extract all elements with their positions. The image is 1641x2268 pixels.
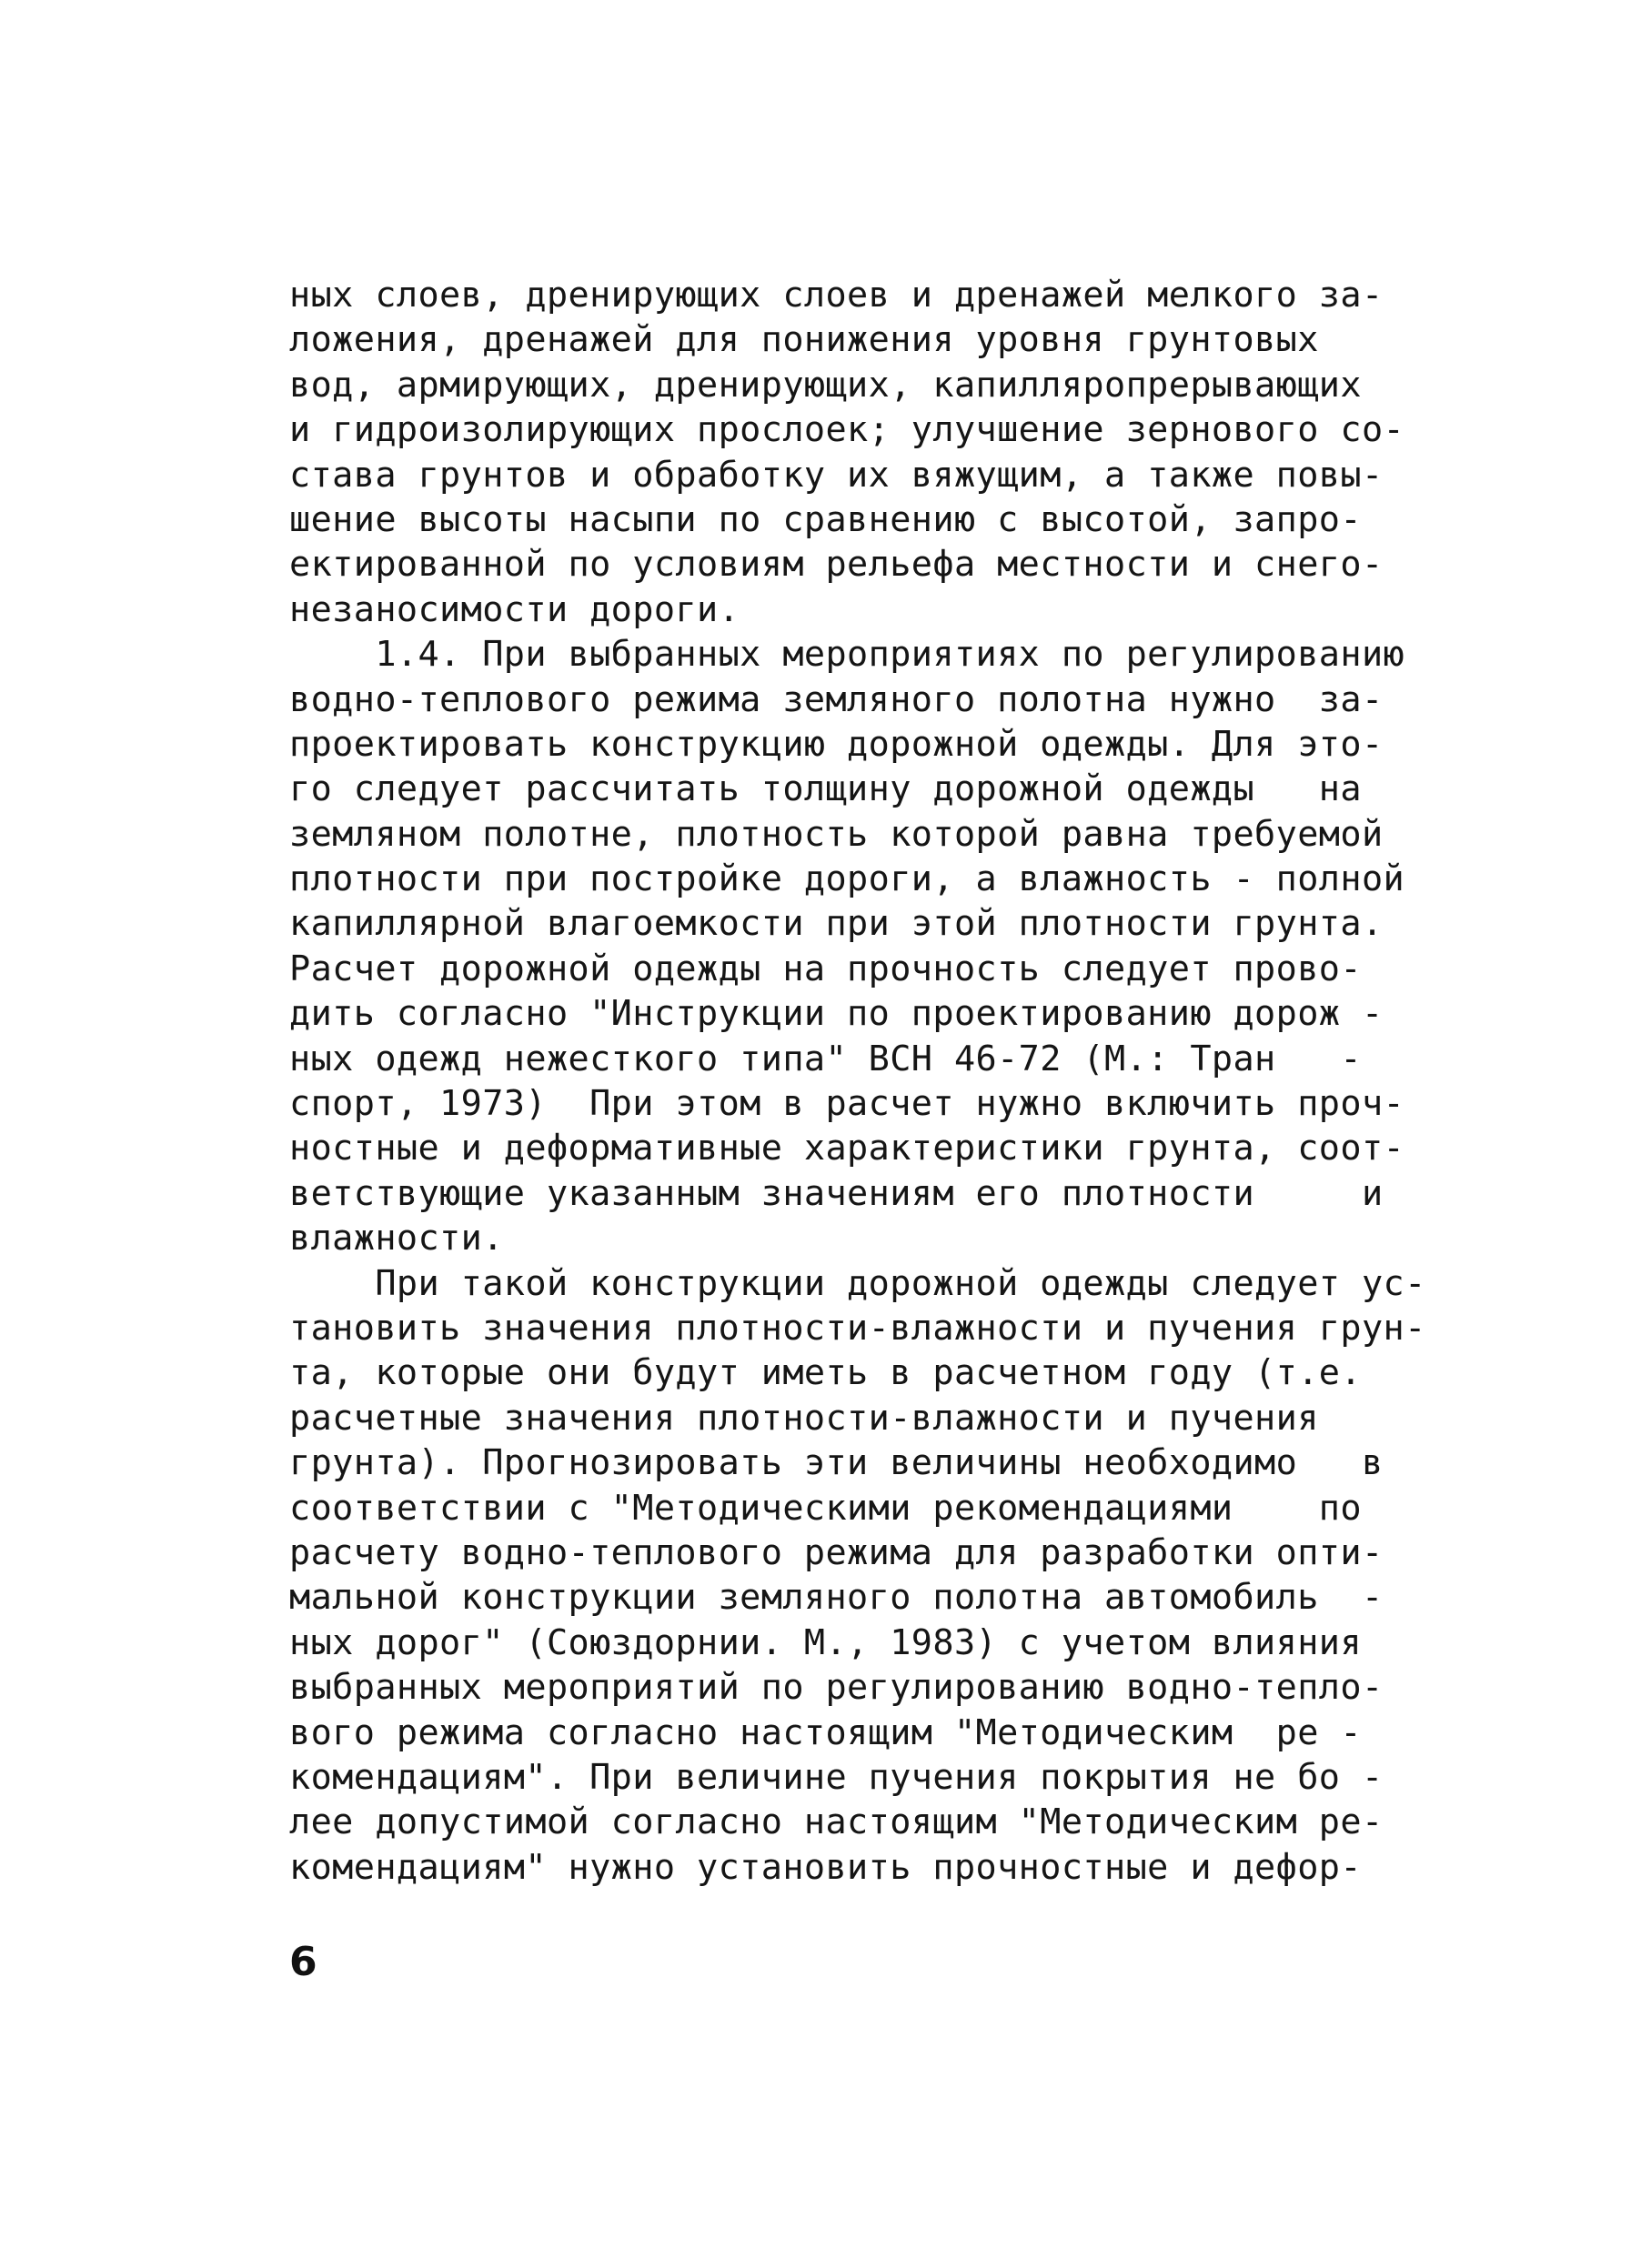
text-line: го следует рассчитать толщину дорожной одежды на xyxy=(289,768,1362,810)
text-line: проектировать конструкцию дорожной одежды. Для это- xyxy=(289,723,1384,765)
text-line: Расчет дорожной одежды на прочность следует прово- xyxy=(289,948,1362,989)
text-line: ложения, дренажей для понижения уровня грунтовых xyxy=(289,319,1319,361)
text-line: грунта). Прогнозировать эти величины необходимо в xyxy=(289,1442,1384,1484)
text-line: шение высоты насыпи по сравнению с высотой, запро- xyxy=(289,498,1362,540)
text-line: дить согласно "Инструкции по проектированию дорож - xyxy=(289,993,1384,1035)
text-line: ностные и деформативные характеристики грунта, соот- xyxy=(289,1128,1405,1169)
text-line: ных дорог" (Союздорнии. М., 1983) с учетом влияния xyxy=(289,1621,1362,1663)
text-line: плотности при постройке дороги, а влажность - полной xyxy=(289,858,1405,900)
text-line: выбранных мероприятий по регулированию водно-тепло- xyxy=(289,1667,1384,1709)
text-line: спорт, 1973) При этом в расчет нужно включить проч- xyxy=(289,1083,1405,1125)
text-line: комендациям". При величине пучения покрытия не бо - xyxy=(289,1756,1384,1798)
text-line: и гидроизолирующих прослоек; улучшение зернового со- xyxy=(289,409,1405,451)
text-line: водно-теплового режима земляного полотна нужно за- xyxy=(289,678,1384,720)
text-line: тановить значения плотности-влажности и пучения грун- xyxy=(289,1307,1426,1349)
text-line: та, которые они будут иметь в расчетном году (т.е. xyxy=(289,1352,1362,1394)
body-text xyxy=(289,273,1454,1890)
text-line: соответствии с "Методическими рекомендациями по xyxy=(289,1487,1362,1529)
text-line: мальной конструкции земляного полотна автомобиль - xyxy=(289,1577,1384,1619)
text-line: расчету водно-теплового режима для разработки опти- xyxy=(289,1531,1384,1573)
text-line: земляном полотне, плотность которой равна требуемой xyxy=(289,813,1384,855)
text-line: расчетные значения плотности-влажности и пучения xyxy=(289,1397,1319,1439)
text-line: комендациям" нужно установить прочностные и дефор- xyxy=(289,1846,1362,1888)
text-line: 1.4. При выбранных мероприятиях по регулированию xyxy=(289,634,1405,676)
page-number: 6 xyxy=(289,1939,317,1985)
text-line: вого режима согласно настоящим "Методическим ре - xyxy=(289,1711,1362,1753)
text-line: става грунтов и обработку их вяжущим, а также повы- xyxy=(289,454,1384,496)
text-line: ных одежд нежесткого типа" ВСН 46-72 (М.: Тран - xyxy=(289,1038,1362,1079)
text-line: вод, армирующих, дренирующих, капилляропрерывающих xyxy=(289,364,1362,406)
text-line: капиллярной влагоемкости при этой плотности грунта. xyxy=(289,903,1384,945)
text-line: лее допустимой согласно настоящим "Методическим ре- xyxy=(289,1801,1384,1843)
text-line: незаносимости дороги. xyxy=(289,588,740,630)
text-line: влажности. xyxy=(289,1218,504,1259)
text-line: ектированной по условиям рельефа местности и снего- xyxy=(289,544,1384,586)
text-line: ветствующие указанным значениям его плотности и xyxy=(289,1172,1384,1214)
text-line: ных слоев, дренирующих слоев и дренажей мелкого за- xyxy=(289,275,1384,316)
text-line: При такой конструкции дорожной одежды следует ус- xyxy=(289,1262,1426,1304)
